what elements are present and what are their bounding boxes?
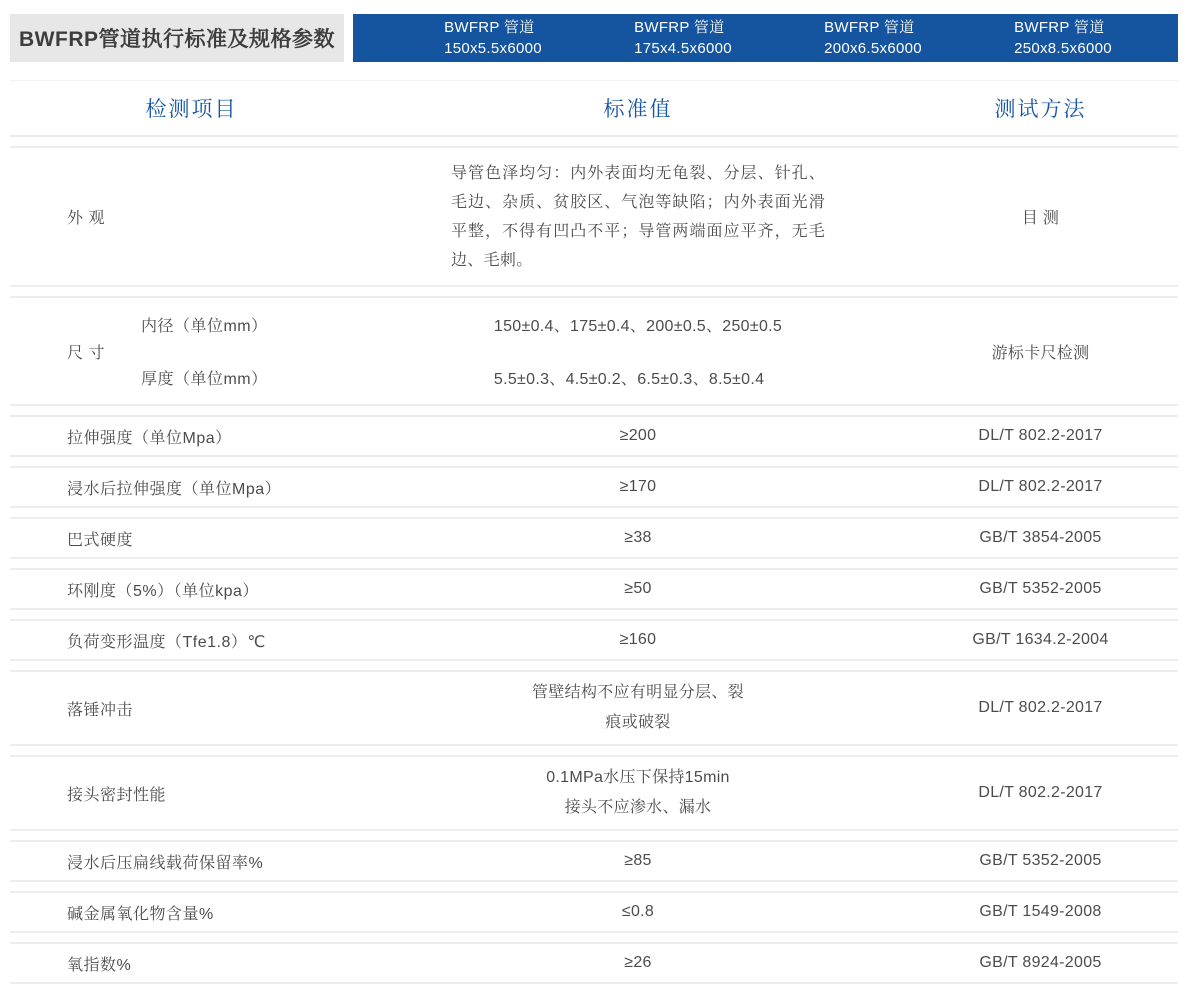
item-cell: 浸水后压扁线载荷保留率% (67, 854, 264, 872)
item-cell: 浸水后拉伸强度（单位Mpa） (67, 480, 282, 498)
product-spec: 200x6.5x6000 (824, 40, 922, 57)
product-name: BWFRP 管道 (1014, 19, 1105, 36)
method-cell: GB/T 1549-2008 (979, 903, 1102, 920)
product-spec: 175x4.5x6000 (634, 40, 732, 57)
dimension-sub-label: 内径（单位mm） (140, 318, 268, 335)
item-cell: 拉伸强度（单位Mpa） (67, 429, 232, 447)
row-oxygen-index (10, 942, 1178, 984)
product-name: BWFRP 管道 (444, 19, 535, 36)
table-column-header-row (10, 80, 1178, 137)
standard-cell (494, 298, 782, 404)
row-tensile-strength (10, 415, 1178, 457)
row-joint-sealing (10, 755, 1178, 831)
standard-cell: 导管色泽均匀：内外表面均无龟裂、分层、针孔、毛边、杂质、贫胶区、气泡等缺陷；内外表面光滑平整，不得有凹凸不平；导管两端面应平齐，无毛边、毛刺。 (451, 164, 825, 269)
product-spec-header-4 (968, 14, 1158, 62)
product-spec-header-1 (398, 14, 588, 62)
item-cell: 落锤冲击 (67, 701, 134, 719)
top-header-bar (10, 14, 1178, 62)
standard-cell: ≥26 (624, 954, 652, 971)
dimension-sub-label: 厚度（单位mm） (140, 371, 268, 388)
item-cell: 接头密封性能 (67, 786, 167, 804)
item-cell: 负荷变形温度（Tfe1.8）℃ (67, 633, 266, 651)
product-name: BWFRP 管道 (824, 19, 915, 36)
method-cell: DL/T 802.2-2017 (978, 699, 1103, 716)
row-barcol-hardness (10, 517, 1178, 559)
page-title: BWFRP管道执行标准及规格参数 (10, 14, 344, 62)
method-cell: DL/T 802.2-2017 (978, 478, 1103, 495)
row-drop-impact (10, 670, 1178, 746)
item-cell: 尺 寸 (67, 344, 105, 362)
row-appearance (10, 146, 1178, 287)
standard-cell: ≥160 (619, 631, 657, 648)
dimension-sub-value: 150±0.4、175±0.4、200±0.5、250±0.5 (493, 318, 783, 335)
row-flattening-load-retention (10, 840, 1178, 882)
method-cell: DL/T 802.2-2017 (978, 784, 1103, 801)
method-cell: GB/T 5352-2005 (979, 580, 1102, 597)
product-spec: 150x5.5x6000 (444, 40, 542, 57)
item-cell: 碱金属氧化物含量% (67, 905, 214, 923)
standard-cell: 0.1MPa水压下保持15min 接头不应渗水、漏水 (546, 769, 730, 816)
method-cell: GB/T 1634.2-2004 (972, 631, 1109, 648)
standard-cell: ≥170 (619, 478, 657, 495)
row-alkali-metal-oxide-content (10, 891, 1178, 933)
column-header-standard: 标准值 (603, 98, 673, 121)
item-cell: 氧指数% (67, 956, 132, 974)
method-cell: DL/T 802.2-2017 (978, 427, 1103, 444)
column-header-item: 检测项目 (145, 98, 238, 121)
item-cell: 巴式硬度 (67, 531, 134, 549)
product-spec-header-3 (778, 14, 968, 62)
standard-cell: ≥38 (624, 529, 652, 546)
method-cell: GB/T 3854-2005 (979, 529, 1102, 546)
row-ring-stiffness (10, 568, 1178, 610)
item-cell: 外 观 (67, 210, 105, 227)
product-spec: 250x8.5x6000 (1014, 40, 1112, 57)
product-name: BWFRP 管道 (634, 19, 725, 36)
method-cell: 游标卡尺检测 (991, 344, 1090, 362)
item-cell: 环刚度（5%）（单位kpa） (67, 582, 259, 600)
method-cell: GB/T 5352-2005 (979, 852, 1102, 869)
row-dimensions (10, 296, 1178, 406)
column-header-method: 测试方法 (994, 98, 1087, 121)
standard-cell: ≥200 (619, 427, 657, 444)
method-cell: 目 测 (1021, 210, 1060, 227)
method-cell: GB/T 8924-2005 (979, 954, 1102, 971)
standard-cell: 管壁结构不应有明显分层、裂 痕或破裂 (532, 684, 744, 731)
standard-cell: ≤0.8 (621, 903, 655, 920)
row-heat-deflection-temperature (10, 619, 1178, 661)
dimension-sub-value: 5.5±0.3、4.5±0.2、6.5±0.3、8.5±0.4 (493, 371, 765, 388)
product-spec-header-2 (588, 14, 778, 62)
row-tensile-after-immersion (10, 466, 1178, 508)
product-header-bar (353, 14, 1178, 62)
standard-cell: ≥85 (624, 852, 652, 869)
standard-cell: ≥50 (624, 580, 652, 597)
